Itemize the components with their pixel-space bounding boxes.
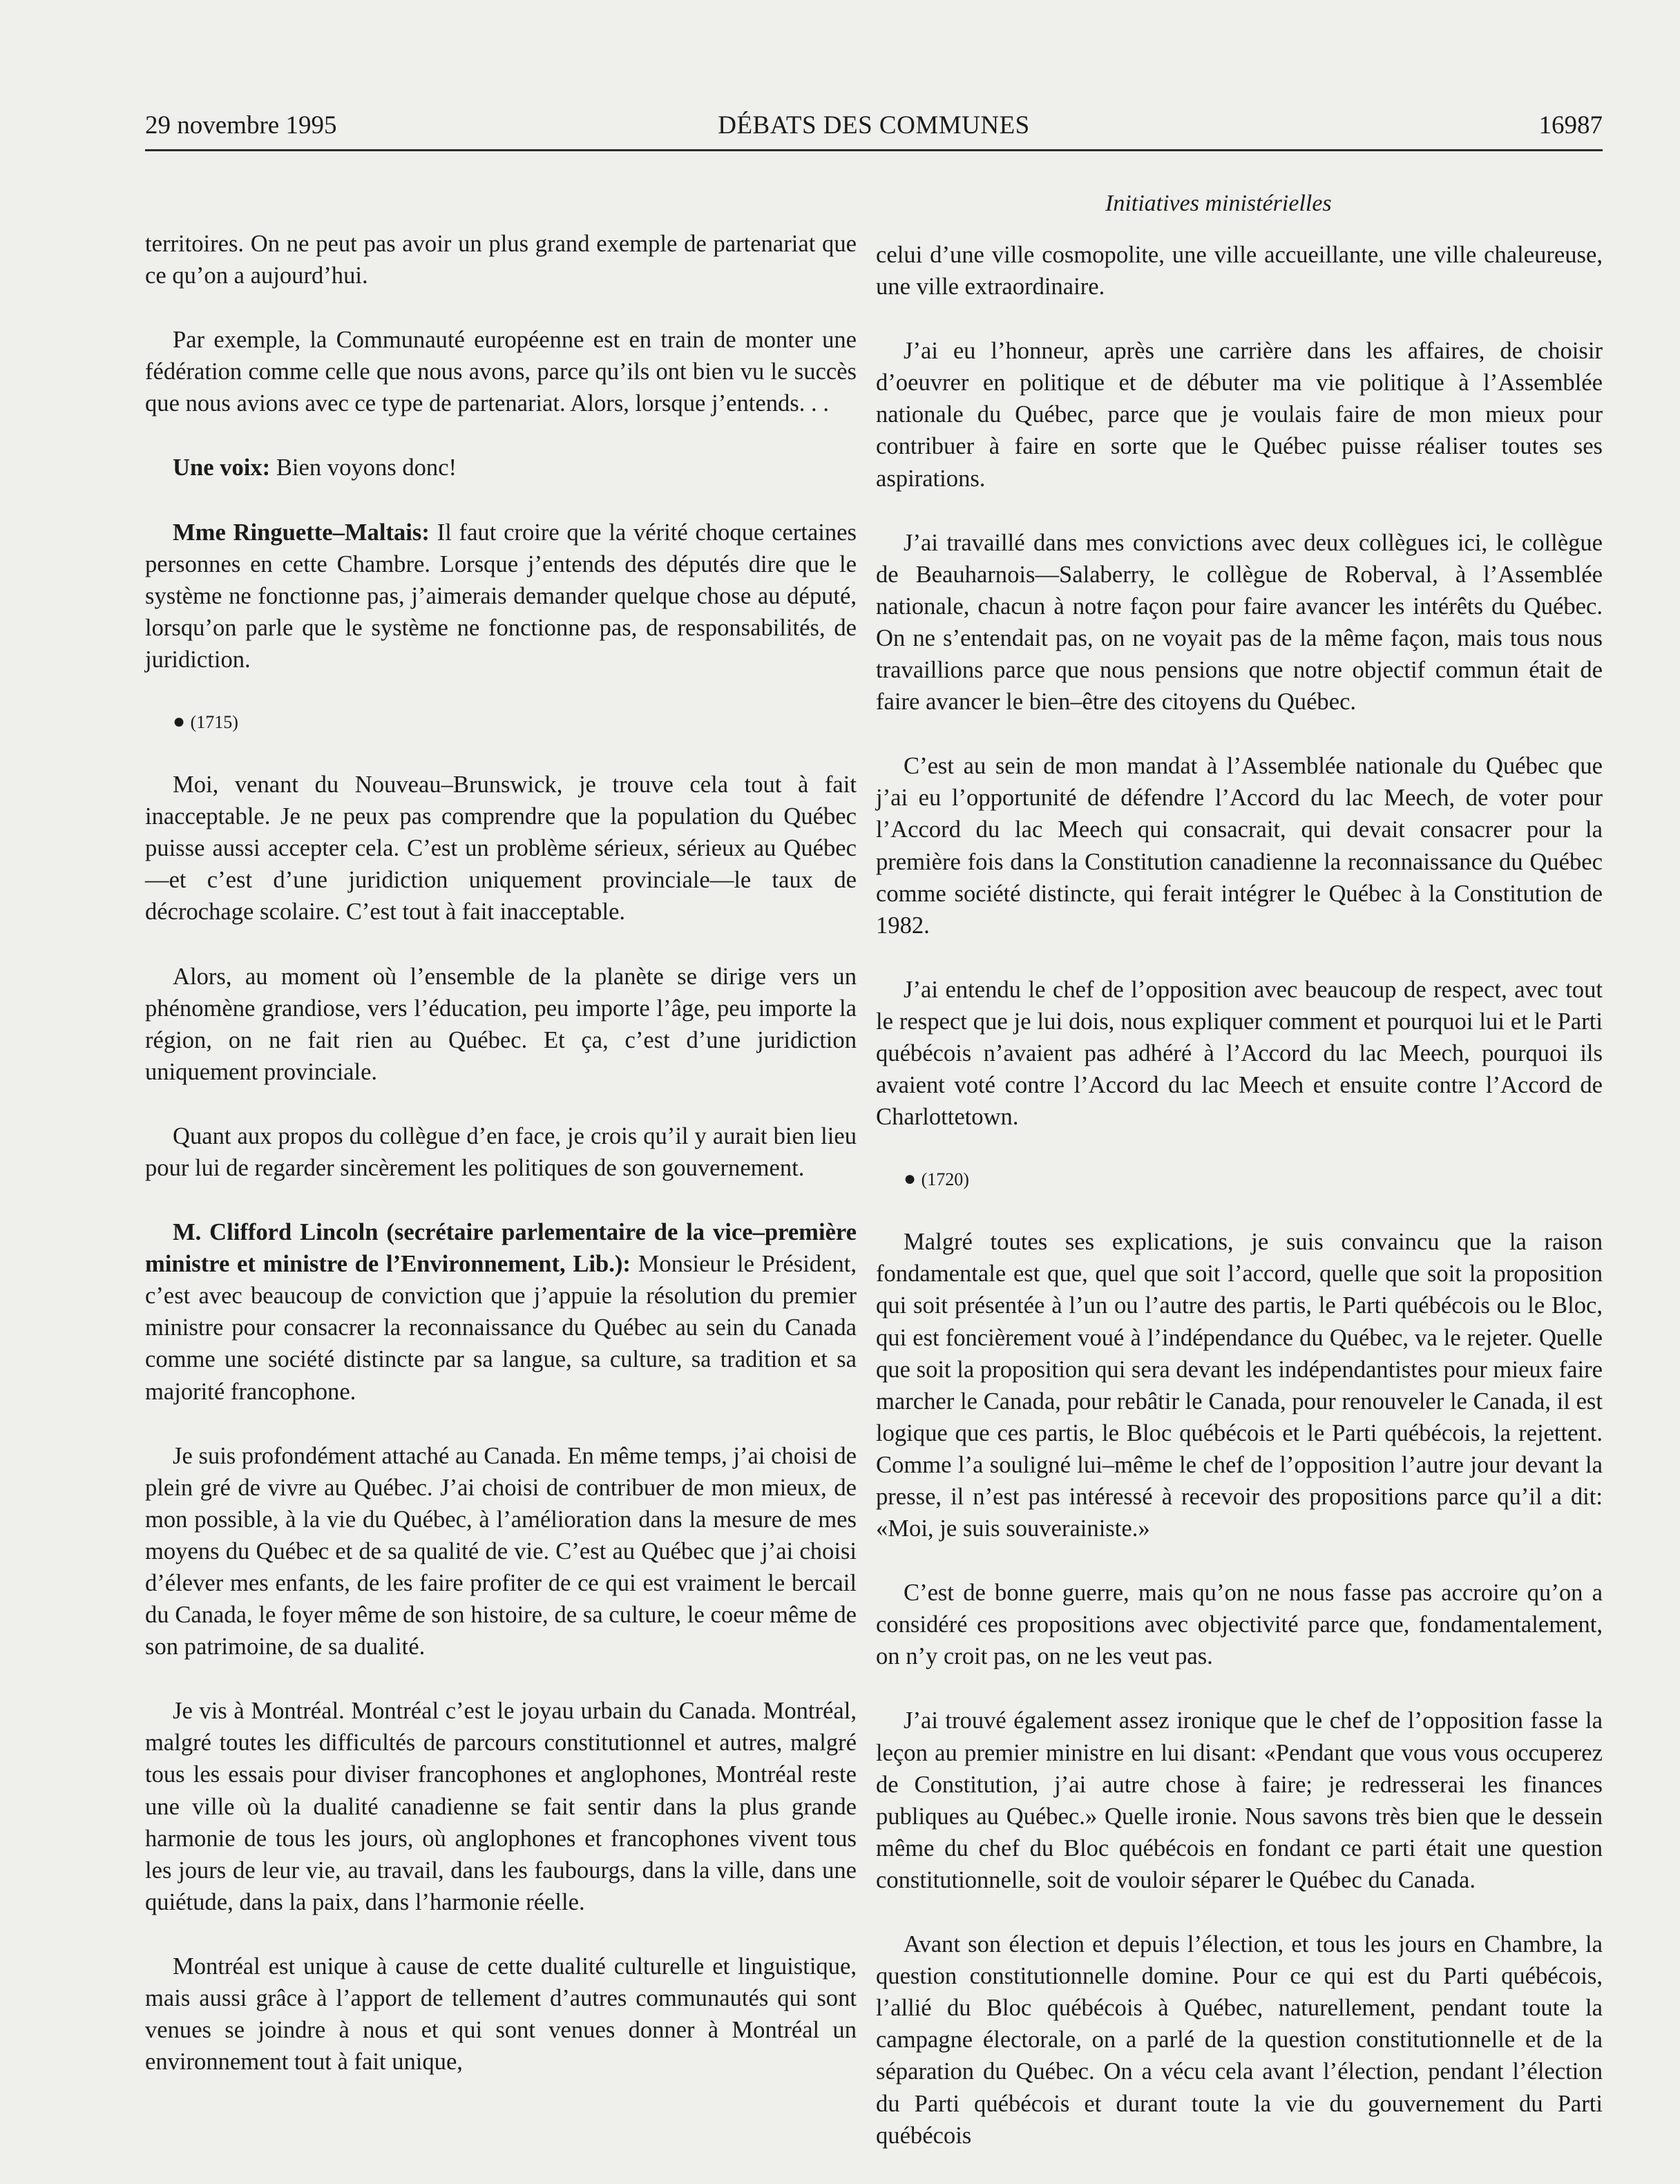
- body-paragraph: Quant aux propos du collègue d’en face, je crois qu’il y aurait bien lieu pour lui de regarder sincèrement les politiques de son gouvernement.: [145, 1122, 857, 1181]
- speech-text: Bien voyons donc!: [270, 454, 457, 481]
- speech-text: Monsieur le Président, c’est avec beaucoup de conviction que j’appuie la résolution du premier ministre pour consacrer la reconnaissance du Québec au sein du Canada comme une société distincte par sa langue, sa culture, sa tradition et sa majorité francophone.: [145, 1251, 857, 1405]
- body-paragraph: J’ai eu l’honneur, après une carrière dans les affaires, de choisir d’oeuvrer en politique et de débuter ma vie politique à l’Assemblée nationale du Québec, parce que je voulais faire de mon mieux pour contribuer à faire en sorte que le Québec puisse réaliser toutes ses aspirations.: [876, 338, 1603, 492]
- body-paragraph: Avant son élection et depuis l’élection, et tous les jours en Chambre, la question constitutionnelle domine. Pour ce qui est du Parti québécois, l’allié du Bloc québécois à Québec, naturellement, pendant toute la campagne électorale, on a parlé de la question constitutionnelle et de la séparation du Québec. On a vécu cela avant l’élection, pendant l’élection du Parti québécois et durant toute la vie du gouvernement du Parti québécois: [876, 1931, 1603, 2149]
- body-paragraph: Je suis profondément attaché au Canada. En même temps, j’ai choisi de plein gré de vivre au Québec. J’ai choisi de contribuer de mon mieux, de mon possible, à la vie du Québec, à l’amélioration dans la mesure de mes moyens du Québec et de sa qualité de vie. C’est au Québec que j’ai choisi d’élever mes enfants, de les faire profiter de ce qui est vraiment le bercail du Canada, le foyer même de son histoire, de sa culture, le coeur même de son patrimoine, de sa dualité.: [145, 1442, 857, 1660]
- body-paragraph: Montréal est unique à cause de cette dualité culturelle et linguistique, mais aussi grâce à l’apport de tellement d’autres communautés qui sont venues se joindre à nous et qui sont venues donner à Montréal un environnement tout à fait unique,: [145, 1953, 857, 2076]
- body-paragraph: J’ai trouvé également assez ironique que le chef de l’opposition fasse la leçon au premier ministre en lui disant: «Pendant que vous vous occuperez de Constitution, j’ai autre chose à faire; je redresserai les finances publiques au Québec.» Quelle ironie. Nous savons très bien que le dessein même du chef du Bloc québécois en fondant ce parti était une question constitutionnelle, soit de vouloir séparer le Québec du Canada.: [876, 1707, 1603, 1893]
- body-paragraph: J’ai travaillé dans mes convictions avec deux collègues ici, le collègue de Beauharnois—Salaberry, le collègue de Roberval, à l’Assemblée nationale, chacun à notre façon pour faire avancer les intérêts du Québec. On ne s’entendait pas, on ne voyait pas de la même façon, mais tous nous travaillions parce que nous pensions que notre objectif commun était de faire avancer le bien–être des citoyens du Québec.: [876, 529, 1603, 716]
- time-marker-text: (1720): [921, 1169, 969, 1190]
- header-title: DÉBATS DES COMMUNES: [718, 111, 1030, 140]
- time-marker: [145, 708, 857, 736]
- time-marker: [876, 1165, 1603, 1194]
- body-paragraph: Alors, au moment où l’ensemble de la planète se dirige vers un phénomène grandiose, vers l’éducation, peu importe l’âge, peu importe la région, on ne fait rien au Québec. Et ça, c’est d’une juridiction uniquement provinciale.: [145, 963, 857, 1085]
- bullet-icon: ●: [904, 1167, 922, 1191]
- speaker-name: Une voix:: [173, 454, 271, 481]
- header-date: 29 novembre 1995: [145, 111, 337, 140]
- body-paragraph: celui d’une ville cosmopolite, une ville accueillante, une ville chaleureuse, une ville extraordinaire.: [876, 242, 1603, 300]
- bullet-icon: ●: [173, 710, 191, 734]
- body-paragraph: Malgré toutes ses explications, je suis convaincu que la raison fondamentale est que, quel que soit l’accord, quelle que soit la proposition qui soit présentée à l’un ou l’autre des partis, le Parti québécois ou le Bloc, qui est foncièrement voué à l’indépendance du Québec, va le rejeter. Quelle que soit la proposition qui sera devant les indépendantistes pour mieux faire marcher le Canada, pour rebâtir le Canada, pour renouveler le Canada, il est logique que ces partis, le Bloc québécois et le Parti québécois, la rejettent. Comme l’a souligné lui–même le chef de l’opposition l’autre jour devant la presse, il n’est pas intéressé à recevoir des propositions parce qu’il a dit: «Moi, je suis souverainiste.»: [876, 1229, 1603, 1542]
- speaker-name: M. Clifford Lincoln (secrétaire parlementaire de la vice–première ministre et ministre de l’Environnement, Lib.):: [145, 1219, 857, 1278]
- body-paragraph: territoires. On ne peut pas avoir un plus grand exemple de partenariat que ce qu’on a aujourd’hui.: [145, 231, 857, 289]
- body-paragraph: C’est au sein de mon mandat à l’Assemblée nationale du Québec que j’ai eu l’opportunité de défendre l’Accord du lac Meech, de voter pour l’Accord du lac Meech qui consacrait, qui devait consacrer pour la première fois dans la Constitution canadienne la reconnaissance du Québec comme société distincte, qui ferait intégrer le Québec à la Constitution de 1982.: [876, 753, 1603, 939]
- section-title: Initiatives ministérielles: [1105, 191, 1332, 216]
- body-paragraph: C’est de bonne guerre, mais qu’on ne nous fasse pas accroire qu’on a considéré ces propositions avec objectivité parce que, fondamentalement, on n’y croit pas, on ne les veut pas.: [876, 1580, 1603, 1670]
- speaker-name: Mme Ringuette–Maltais:: [173, 519, 430, 546]
- speech-text: Il faut croire que la vérité choque certaines personnes en cette Chambre. Lorsque j’entends des députés dire que le système ne fonctionne pas, j’aimerais demander quelque chose au député, lorsqu’on parle que le système ne fonctionne pas, de responsabilités, de juridiction.: [145, 519, 857, 673]
- left-column: [145, 228, 857, 2110]
- speech-paragraph: [145, 1216, 857, 1408]
- page-header: [145, 105, 1603, 151]
- speech-paragraph: [145, 452, 857, 483]
- right-column: [876, 239, 1603, 2184]
- body-paragraph: Moi, venant du Nouveau–Brunswick, je trouve cela tout à fait inacceptable. Je ne peux pas comprendre que la population du Québec puisse aussi accepter cela. C’est un problème sérieux, sérieux au Québec—et c’est d’une juridiction uniquement provinciale—le taux de décrochage scolaire. C’est tout à fait inacceptable.: [145, 772, 857, 926]
- body-paragraph: Je vis à Montréal. Montréal c’est le joyau urbain du Canada. Montréal, malgré toutes les difficultés de parcours constitutionnel et autres, malgré tous les essais pour diviser francophones et anglophones, Montréal reste une ville où la dualité canadienne se fait sentir dans la plus grande harmonie de tous les jours, où anglophones et francophones vivent tous les jours de leur vie, au travail, dans les faubourgs, dans la ville, dans une quiétude, dans la paix, dans l’harmonie réelle.: [145, 1698, 857, 1915]
- body-paragraph: J’ai entendu le chef de l’opposition avec beaucoup de respect, avec tout le respect que je lui dois, nous expliquer comment et pourquoi lui et le Parti québécois n’avaient pas adhéré à l’Accord du lac Meech, pourquoi ils avaient voté contre l’Accord du lac Meech et ensuite contre l’Accord de Charlottetown.: [876, 976, 1603, 1131]
- speech-paragraph: [145, 517, 857, 676]
- time-marker-text: (1715): [190, 712, 238, 733]
- header-page-number: 16987: [1538, 111, 1603, 140]
- body-paragraph: Par exemple, la Communauté européenne est en train de monter une fédération comme celle que nous avons, parce qu’ils ont bien vu le succès que nous avions avec ce type de partenariat. Alors, lorsque j’entends. . .: [145, 327, 857, 417]
